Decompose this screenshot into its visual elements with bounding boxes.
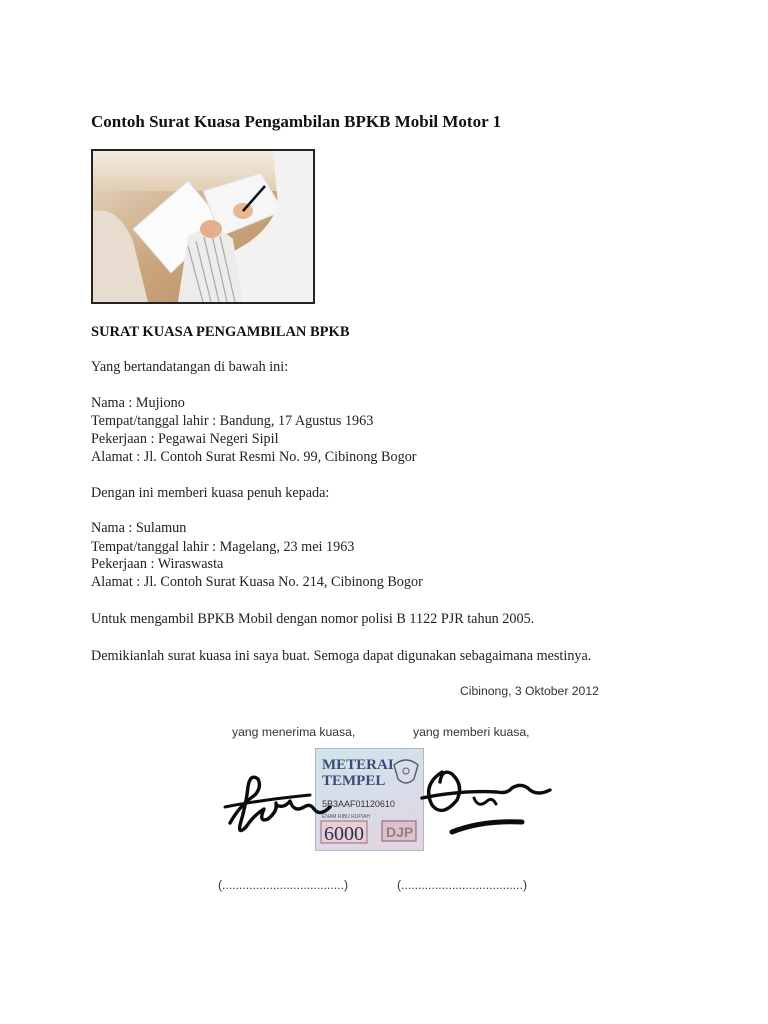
stamp-badge: DJP	[386, 824, 414, 840]
grantor-alamat: Alamat : Jl. Contoh Surat Resmi No. 99, Cibinong Bogor	[91, 449, 417, 465]
transfer-text: Dengan ini memberi kuasa penuh kepada:	[91, 485, 330, 501]
giver-signature	[412, 760, 562, 840]
grantee-ttl: Tempat/tanggal lahir : Magelang, 23 mei 1963	[91, 539, 355, 555]
receiver-signature	[220, 765, 345, 840]
purpose-text: Untuk mengambil BPKB Mobil dengan nomor polisi B 1122 PJR tahun 2005.	[91, 611, 535, 627]
grantor-nama: Nama : Mujiono	[91, 395, 185, 411]
intro-text: Yang bertandatangan di bawah ini:	[91, 359, 289, 375]
grantor-pekerjaan: Pekerjaan : Pegawai Negeri Sipil	[91, 431, 279, 447]
giver-label: yang memberi kuasa,	[413, 725, 530, 739]
stamp-line1: METERAI	[322, 757, 394, 773]
receiver-signature-line: (....................................)	[218, 878, 349, 892]
receiver-label: yang menerima kuasa,	[232, 725, 356, 739]
signing-photo	[91, 149, 315, 304]
grantor-ttl: Tempat/tanggal lahir : Bandung, 17 Agustus 1963	[91, 413, 374, 429]
grantee-pekerjaan: Pekerjaan : Wiraswasta	[91, 556, 224, 572]
stamp-serial: 5B3AAF01120610	[322, 799, 395, 809]
letter-date: Cibinong, 3 Oktober 2012	[460, 684, 599, 698]
stamp-value: 6000	[324, 823, 364, 845]
stamp-line2: TEMPEL	[322, 773, 386, 789]
giver-signature-line: (....................................)	[397, 878, 528, 892]
closing-text: Demikianlah surat kuasa ini saya buat. Semoga dapat digunakan sebagaimana mestinya.	[91, 648, 592, 664]
page-title: Contoh Surat Kuasa Pengambilan BPKB Mobil Motor 1	[91, 112, 502, 131]
stamp-subtext: ENAM RIBU RUPIAH	[322, 814, 371, 820]
document-heading: SURAT KUASA PENGAMBILAN BPKB	[91, 324, 350, 340]
grantee-alamat: Alamat : Jl. Contoh Surat Kuasa No. 214, Cibinong Bogor	[91, 574, 423, 590]
grantee-nama: Nama : Sulamun	[91, 520, 187, 536]
